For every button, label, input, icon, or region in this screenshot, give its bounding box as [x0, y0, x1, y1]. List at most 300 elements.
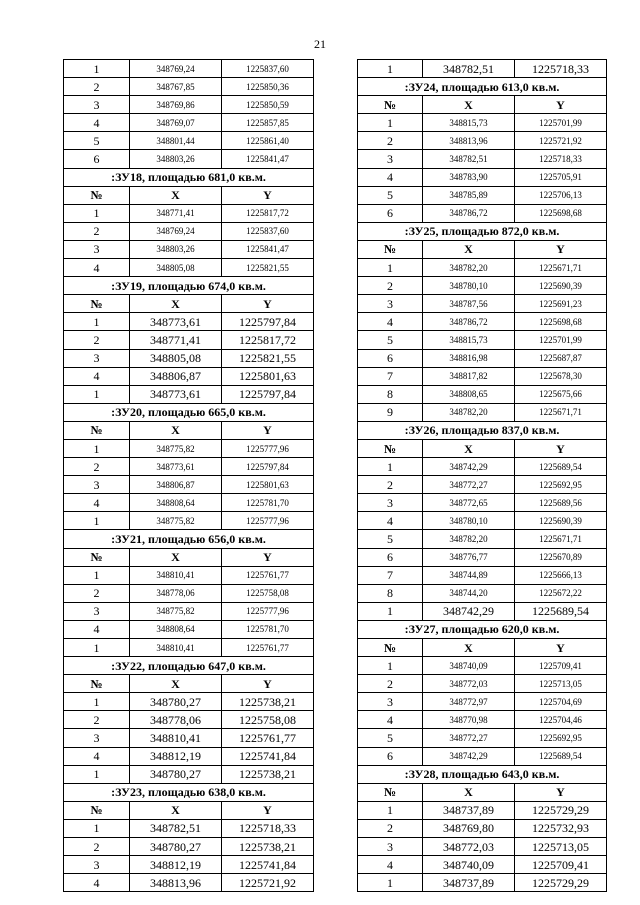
- coordinate-row: [64, 240, 314, 258]
- coordinate-x: 348782,51: [423, 60, 515, 78]
- coordinate-row: [64, 114, 314, 132]
- point-number: 2: [358, 277, 423, 295]
- header-x: X: [423, 96, 515, 114]
- coordinate-y: 1225713,05: [515, 675, 607, 693]
- point-number: 5: [358, 186, 423, 204]
- point-number: 2: [64, 584, 130, 602]
- coordinate-x: 348808,65: [423, 385, 515, 403]
- coordinate-row: [358, 512, 607, 530]
- point-number: 1: [358, 458, 423, 476]
- coordinate-x: 348782,20: [423, 530, 515, 548]
- coordinate-x: 348771,41: [130, 331, 222, 349]
- coordinate-row: [64, 313, 314, 331]
- coordinate-y: 1225797,84: [222, 385, 314, 403]
- coordinate-y: 1225670,89: [515, 548, 607, 566]
- coordinate-x: 348778,06: [130, 584, 222, 602]
- coordinate-row: [64, 367, 314, 385]
- header-x: X: [130, 186, 222, 204]
- point-number: 3: [64, 856, 130, 874]
- coordinate-y: 1225671,71: [515, 530, 607, 548]
- coordinate-x: 348769,24: [130, 60, 222, 78]
- header-y: Y: [515, 783, 607, 801]
- coordinate-x: 348776,77: [423, 548, 515, 566]
- header-number: №: [64, 421, 130, 439]
- coordinate-x: 348740,09: [423, 856, 515, 874]
- coordinate-row: [64, 96, 314, 114]
- coordinate-x: 348769,24: [130, 222, 222, 240]
- parcel-caption-row: [358, 620, 607, 638]
- coordinate-y: 1225758,08: [222, 584, 314, 602]
- header-y: Y: [515, 240, 607, 258]
- coordinate-y: 1225777,96: [222, 512, 314, 530]
- coordinate-row: [64, 765, 314, 783]
- coordinates-table-right: [357, 59, 607, 892]
- point-number: 1: [64, 385, 130, 403]
- point-number: 6: [358, 747, 423, 765]
- parcel-caption-row: [358, 222, 607, 240]
- coordinate-row: [64, 856, 314, 874]
- coordinate-y: 1225689,54: [515, 747, 607, 765]
- coordinate-row: [358, 711, 607, 729]
- point-number: 3: [358, 494, 423, 512]
- coordinate-y: 1225709,41: [515, 657, 607, 675]
- coordinate-x: 348773,61: [130, 385, 222, 403]
- coordinate-x: 348806,87: [130, 476, 222, 494]
- coordinate-row: [64, 150, 314, 168]
- header-y: Y: [515, 639, 607, 657]
- point-number: 1: [64, 819, 130, 837]
- coordinate-x: 348780,10: [423, 512, 515, 530]
- parcel-caption: :ЗУ22, площадью 647,0 кв.м.: [64, 657, 314, 675]
- coordinate-y: 1225689,54: [515, 458, 607, 476]
- point-number: 2: [64, 222, 130, 240]
- parcel-caption: :ЗУ18, площадью 681,0 кв.м.: [64, 168, 314, 186]
- column-header-row: [64, 675, 314, 693]
- point-number: 4: [64, 114, 130, 132]
- point-number: 2: [64, 838, 130, 856]
- coordinate-y: 1225698,68: [515, 313, 607, 331]
- point-number: 9: [358, 403, 423, 421]
- parcel-caption: :ЗУ28, площадью 643,0 кв.м.: [358, 765, 607, 783]
- coordinate-row: [64, 132, 314, 150]
- coordinate-x: 348817,82: [423, 367, 515, 385]
- header-number: №: [64, 295, 130, 313]
- coordinate-y: 1225701,99: [515, 331, 607, 349]
- coordinate-row: [358, 801, 607, 819]
- coordinate-row: [358, 566, 607, 584]
- column-header-row: [64, 421, 314, 439]
- header-number: №: [358, 639, 423, 657]
- coordinate-y: 1225672,22: [515, 584, 607, 602]
- coordinate-y: 1225698,68: [515, 204, 607, 222]
- coordinate-y: 1225718,33: [515, 150, 607, 168]
- coordinate-x: 348780,27: [130, 693, 222, 711]
- coordinate-x: 348771,41: [130, 204, 222, 222]
- point-number: 5: [64, 132, 130, 150]
- coordinate-row: [358, 838, 607, 856]
- point-number: 1: [64, 566, 130, 584]
- coordinate-y: 1225801,63: [222, 367, 314, 385]
- coordinate-row: [64, 819, 314, 837]
- coordinate-y: 1225817,72: [222, 331, 314, 349]
- coordinate-y: 1225678,30: [515, 367, 607, 385]
- parcel-caption: :ЗУ26, площадью 837,0 кв.м.: [358, 421, 607, 439]
- coordinate-y: 1225761,77: [222, 729, 314, 747]
- coordinate-x: 348786,72: [423, 204, 515, 222]
- header-number: №: [64, 186, 130, 204]
- coordinate-x: 348737,89: [423, 874, 515, 892]
- coordinate-y: 1225821,55: [222, 259, 314, 277]
- point-number: 3: [64, 602, 130, 620]
- coordinate-y: 1225704,69: [515, 693, 607, 711]
- coordinate-row: [64, 512, 314, 530]
- coordinate-row: [358, 60, 607, 78]
- coordinate-y: 1225841,47: [222, 240, 314, 258]
- coordinate-y: 1225741,84: [222, 747, 314, 765]
- coordinate-y: 1225738,21: [222, 838, 314, 856]
- point-number: 1: [358, 60, 423, 78]
- point-number: 4: [358, 313, 423, 331]
- coordinate-x: 348742,29: [423, 747, 515, 765]
- point-number: 4: [358, 512, 423, 530]
- header-y: Y: [222, 675, 314, 693]
- header-number: №: [64, 548, 130, 566]
- coordinate-x: 348780,27: [130, 765, 222, 783]
- coordinate-y: 1225721,92: [222, 874, 314, 892]
- header-x: X: [423, 783, 515, 801]
- coordinate-x: 348812,19: [130, 856, 222, 874]
- point-number: 4: [64, 620, 130, 638]
- header-x: X: [130, 675, 222, 693]
- coordinate-y: 1225691,23: [515, 295, 607, 313]
- coordinate-row: [64, 874, 314, 892]
- coordinate-y: 1225689,56: [515, 494, 607, 512]
- coordinate-y: 1225729,29: [515, 801, 607, 819]
- coordinate-row: [64, 711, 314, 729]
- coordinate-x: 348780,27: [130, 838, 222, 856]
- coordinate-x: 348810,41: [130, 729, 222, 747]
- coordinate-row: [358, 168, 607, 186]
- coordinate-y: 1225777,96: [222, 439, 314, 457]
- point-number: 2: [64, 458, 130, 476]
- coordinate-y: 1225761,77: [222, 566, 314, 584]
- parcel-caption: :ЗУ24, площадью 613,0 кв.м.: [358, 78, 607, 96]
- header-x: X: [423, 240, 515, 258]
- point-number: 3: [358, 150, 423, 168]
- parcel-caption-row: [358, 765, 607, 783]
- coordinate-row: [358, 530, 607, 548]
- coordinate-row: [64, 566, 314, 584]
- parcel-caption: :ЗУ20, площадью 665,0 кв.м.: [64, 403, 314, 421]
- point-number: 5: [358, 530, 423, 548]
- coordinate-y: 1225857,85: [222, 114, 314, 132]
- parcel-caption-row: [358, 78, 607, 96]
- coordinate-x: 348783,90: [423, 168, 515, 186]
- coordinate-x: 348775,82: [130, 602, 222, 620]
- coordinate-y: 1225671,71: [515, 403, 607, 421]
- point-number: 3: [358, 693, 423, 711]
- coordinate-y: 1225709,41: [515, 856, 607, 874]
- point-number: 2: [64, 711, 130, 729]
- coordinate-row: [64, 222, 314, 240]
- header-x: X: [130, 421, 222, 439]
- column-header-row: [64, 548, 314, 566]
- column-header-row: [64, 801, 314, 819]
- parcel-caption: :ЗУ19, площадью 674,0 кв.м.: [64, 277, 314, 295]
- parcel-caption: :ЗУ25, площадью 872,0 кв.м.: [358, 222, 607, 240]
- coordinate-x: 348740,09: [423, 657, 515, 675]
- point-number: 3: [64, 240, 130, 258]
- coordinate-row: [358, 747, 607, 765]
- header-number: №: [64, 801, 130, 819]
- coordinate-row: [64, 204, 314, 222]
- coordinate-row: [64, 584, 314, 602]
- coordinate-row: [64, 458, 314, 476]
- coordinate-row: [358, 295, 607, 313]
- coordinate-x: 348769,80: [423, 819, 515, 837]
- coordinate-row: [358, 114, 607, 132]
- coordinate-y: 1225801,63: [222, 476, 314, 494]
- coordinate-y: 1225837,60: [222, 60, 314, 78]
- coordinate-row: [358, 874, 607, 892]
- point-number: 4: [64, 747, 130, 765]
- coordinate-x: 348769,86: [130, 96, 222, 114]
- coordinate-row: [358, 729, 607, 747]
- parcel-caption-row: [64, 168, 314, 186]
- coordinate-y: 1225837,60: [222, 222, 314, 240]
- coordinate-x: 348782,51: [130, 819, 222, 837]
- point-number: 6: [358, 349, 423, 367]
- point-number: 1: [64, 439, 130, 457]
- coordinate-y: 1225850,59: [222, 96, 314, 114]
- coordinate-y: 1225861,40: [222, 132, 314, 150]
- coordinate-x: 348785,89: [423, 186, 515, 204]
- coordinate-x: 348815,73: [423, 114, 515, 132]
- coordinate-x: 348803,26: [130, 240, 222, 258]
- parcel-caption-row: [64, 403, 314, 421]
- header-y: Y: [515, 96, 607, 114]
- coordinate-row: [358, 476, 607, 494]
- point-number: 3: [64, 476, 130, 494]
- header-number: №: [358, 240, 423, 258]
- column-header-row: [358, 639, 607, 657]
- point-number: 3: [64, 729, 130, 747]
- column-header-row: [358, 783, 607, 801]
- parcel-caption: :ЗУ21, площадью 656,0 кв.м.: [64, 530, 314, 548]
- coordinate-x: 348805,08: [130, 349, 222, 367]
- coordinate-x: 348782,20: [423, 259, 515, 277]
- point-number: 4: [64, 494, 130, 512]
- coordinate-y: 1225690,39: [515, 277, 607, 295]
- coordinate-row: [64, 602, 314, 620]
- coordinate-y: 1225705,91: [515, 168, 607, 186]
- point-number: 2: [64, 78, 130, 96]
- coordinate-x: 348786,72: [423, 313, 515, 331]
- coordinate-y: 1225706,13: [515, 186, 607, 204]
- parcel-caption: :ЗУ23, площадью 638,0 кв.м.: [64, 783, 314, 801]
- coordinate-row: [64, 639, 314, 657]
- coordinate-row: [64, 78, 314, 96]
- coordinate-row: [64, 747, 314, 765]
- coordinate-row: [358, 819, 607, 837]
- coordinate-row: [64, 385, 314, 403]
- header-number: №: [358, 783, 423, 801]
- coordinate-x: 348782,20: [423, 403, 515, 421]
- coordinate-x: 348773,61: [130, 313, 222, 331]
- coordinate-y: 1225721,92: [515, 132, 607, 150]
- point-number: 3: [358, 838, 423, 856]
- coordinate-row: [358, 385, 607, 403]
- point-number: 1: [358, 657, 423, 675]
- point-number: 3: [358, 295, 423, 313]
- coordinate-y: 1225690,39: [515, 512, 607, 530]
- point-number: 6: [358, 548, 423, 566]
- coordinate-x: 348772,65: [423, 494, 515, 512]
- parcel-caption-row: [64, 783, 314, 801]
- point-number: 4: [64, 259, 130, 277]
- point-number: 2: [358, 819, 423, 837]
- coordinate-row: [358, 584, 607, 602]
- header-x: X: [130, 548, 222, 566]
- point-number: 8: [358, 584, 423, 602]
- point-number: 1: [64, 204, 130, 222]
- coordinate-x: 348767,85: [130, 78, 222, 96]
- coordinate-x: 348808,64: [130, 620, 222, 638]
- point-number: 1: [358, 259, 423, 277]
- coordinate-y: 1225777,96: [222, 602, 314, 620]
- page-number: 21: [314, 37, 326, 51]
- point-number: 2: [64, 331, 130, 349]
- coordinate-y: 1225671,71: [515, 259, 607, 277]
- coordinate-row: [358, 132, 607, 150]
- header-number: №: [358, 96, 423, 114]
- column-header-row: [358, 96, 607, 114]
- point-number: 2: [358, 675, 423, 693]
- coordinate-row: [358, 313, 607, 331]
- coordinate-y: 1225692,95: [515, 476, 607, 494]
- coordinate-row: [358, 494, 607, 512]
- point-number: 4: [64, 874, 130, 892]
- point-number: 1: [358, 602, 423, 620]
- header-number: №: [64, 675, 130, 693]
- coordinate-x: 348806,87: [130, 367, 222, 385]
- point-number: 6: [358, 204, 423, 222]
- coordinate-row: [358, 331, 607, 349]
- column-header-row: [358, 439, 607, 457]
- coordinate-x: 348744,89: [423, 566, 515, 584]
- coordinate-row: [64, 439, 314, 457]
- coordinate-row: [358, 367, 607, 385]
- coordinate-row: [358, 150, 607, 168]
- column-header-row: [358, 240, 607, 258]
- header-x: X: [423, 639, 515, 657]
- coordinate-y: 1225713,05: [515, 838, 607, 856]
- coordinate-x: 348770,98: [423, 711, 515, 729]
- coordinate-y: 1225704,46: [515, 711, 607, 729]
- header-y: Y: [222, 295, 314, 313]
- coordinate-y: 1225821,55: [222, 349, 314, 367]
- column-header-row: [64, 186, 314, 204]
- coordinate-y: 1225689,54: [515, 602, 607, 620]
- coordinate-x: 348773,61: [130, 458, 222, 476]
- coordinate-y: 1225729,29: [515, 874, 607, 892]
- coordinate-y: 1225797,84: [222, 313, 314, 331]
- coordinate-y: 1225692,95: [515, 729, 607, 747]
- point-number: 1: [64, 765, 130, 783]
- point-number: 7: [358, 367, 423, 385]
- coordinate-row: [358, 259, 607, 277]
- coordinate-x: 348813,96: [423, 132, 515, 150]
- point-number: 1: [64, 639, 130, 657]
- point-number: 5: [358, 729, 423, 747]
- point-number: 1: [358, 801, 423, 819]
- coordinate-y: 1225741,84: [222, 856, 314, 874]
- coordinate-x: 348810,41: [130, 639, 222, 657]
- coordinate-y: 1225797,84: [222, 458, 314, 476]
- coordinate-x: 348742,29: [423, 602, 515, 620]
- point-number: 5: [358, 331, 423, 349]
- coordinate-row: [358, 548, 607, 566]
- header-y: Y: [515, 439, 607, 457]
- coordinate-row: [358, 675, 607, 693]
- coordinate-y: 1225666,13: [515, 566, 607, 584]
- coordinate-row: [64, 331, 314, 349]
- coordinate-row: [358, 204, 607, 222]
- coordinate-row: [64, 259, 314, 277]
- coordinate-x: 348772,27: [423, 729, 515, 747]
- parcel-caption-row: [64, 530, 314, 548]
- coordinate-y: 1225718,33: [222, 819, 314, 837]
- parcel-caption-row: [358, 421, 607, 439]
- point-number: 3: [64, 96, 130, 114]
- coordinate-x: 348780,10: [423, 277, 515, 295]
- coordinate-x: 348772,03: [423, 838, 515, 856]
- coordinate-row: [64, 60, 314, 78]
- coordinate-row: [358, 856, 607, 874]
- coordinate-x: 348744,20: [423, 584, 515, 602]
- coordinate-x: 348778,06: [130, 711, 222, 729]
- point-number: 6: [64, 150, 130, 168]
- coordinate-x: 348812,19: [130, 747, 222, 765]
- coordinate-row: [358, 277, 607, 295]
- coordinate-row: [358, 349, 607, 367]
- parcel-caption-row: [64, 657, 314, 675]
- point-number: 1: [358, 114, 423, 132]
- coordinate-y: 1225761,77: [222, 639, 314, 657]
- coordinate-y: 1225841,47: [222, 150, 314, 168]
- coordinate-y: 1225732,93: [515, 819, 607, 837]
- coordinate-x: 348801,44: [130, 132, 222, 150]
- coordinate-row: [358, 458, 607, 476]
- header-y: Y: [222, 421, 314, 439]
- coordinate-x: 348772,27: [423, 476, 515, 494]
- coordinate-x: 348808,64: [130, 494, 222, 512]
- coordinate-x: 348775,82: [130, 439, 222, 457]
- coordinate-x: 348775,82: [130, 512, 222, 530]
- coordinate-row: [64, 838, 314, 856]
- coordinate-x: 348810,41: [130, 566, 222, 584]
- coordinate-x: 348813,96: [130, 874, 222, 892]
- coordinate-x: 348742,29: [423, 458, 515, 476]
- coordinate-y: 1225781,70: [222, 620, 314, 638]
- coordinate-x: 348805,08: [130, 259, 222, 277]
- point-number: 3: [64, 349, 130, 367]
- coordinate-row: [64, 693, 314, 711]
- point-number: 4: [358, 168, 423, 186]
- coordinate-row: [358, 693, 607, 711]
- coordinate-x: 348815,73: [423, 331, 515, 349]
- point-number: 7: [358, 566, 423, 584]
